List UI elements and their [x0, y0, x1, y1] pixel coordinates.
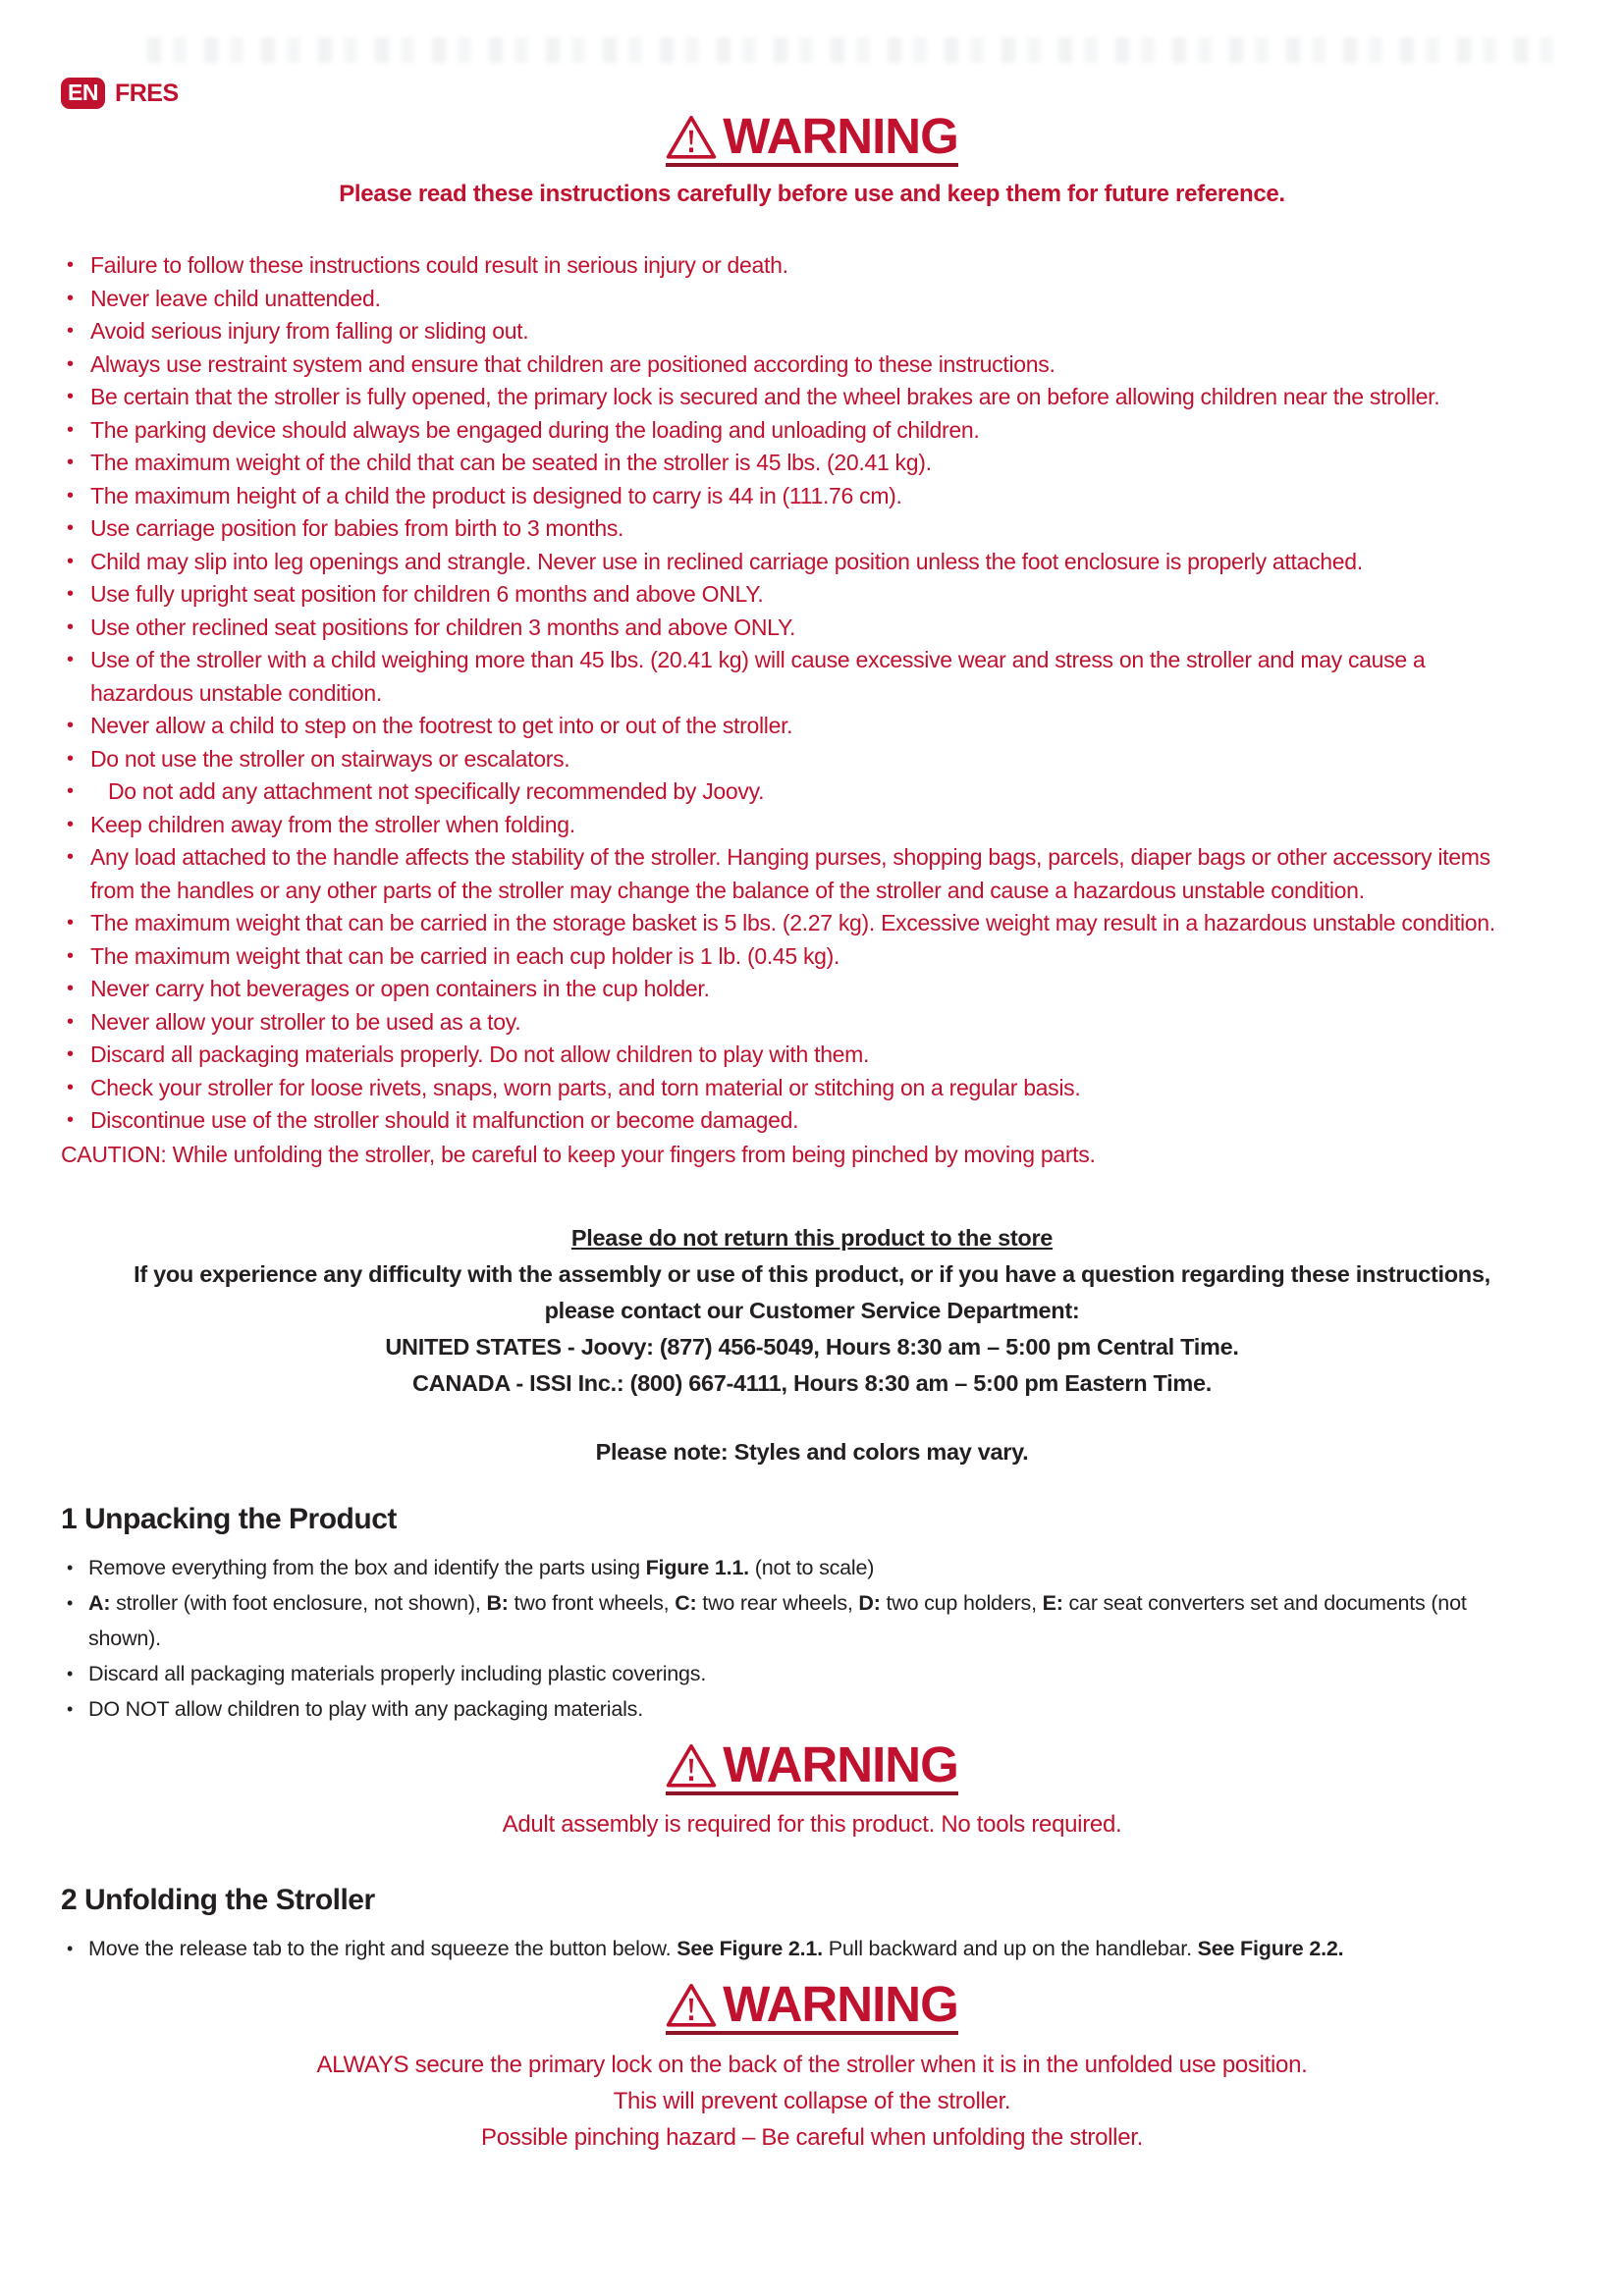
section-1-list — [61, 1550, 1526, 1727]
warning-list-item: • The maximum height of a child the product is designed to carry is 44 in (111.76 cm). — [65, 480, 1516, 513]
warning-list-item: • Use other reclined seat positions for children 3 months and above ONLY. — [65, 612, 1516, 645]
warning-list-item: • Never allow a child to step on the footrest to get into or out of the stroller. — [65, 710, 1516, 743]
adult-assembly-line: Adult assembly is required for this product. No tools required. — [502, 1811, 1122, 1838]
warning-list-item: • Never carry hot beverages or open containers in the cup holder. — [65, 973, 1516, 1006]
difficulty-line: If you experience any difficulty with the assembly or use of this product, or if you have a question regarding these instructions, please contact our Customer Service Department: — [134, 1261, 1490, 1323]
warning-list-item: • Use fully upright seat position for children 6 months and above ONLY. — [65, 578, 1516, 612]
canada-contact-line: CANADA - ISSI Inc.: (800) 667-4111, Hours 8:30 am – 5:00 pm Eastern Time. — [412, 1370, 1212, 1396]
warning-title: WARNING — [723, 1736, 958, 1793]
section-2-list — [61, 1931, 1526, 1966]
language-badge-en: EN — [61, 78, 105, 109]
language-codes-label: FRES — [114, 79, 179, 107]
warning-line: This will prevent collapse of the stroller. — [613, 2088, 1011, 2114]
list-item: • Discard all packaging materials properly including plastic coverings. — [65, 1656, 1526, 1691]
warning-line: ALWAYS secure the primary lock on the back of the stroller when it is in the unfolded use position. — [316, 2052, 1308, 2078]
warning-list-item: • Always use restraint system and ensure that children are positioned according to these instructions. — [65, 348, 1516, 382]
warning-list-item: • The maximum weight of the child that can be seated in the stroller is 45 lbs. (20.41 kg). — [65, 447, 1516, 480]
warning-list-item: • Check your stroller for loose rivets, snaps, worn parts, and torn material or stitching on a regular basis. — [65, 1072, 1516, 1105]
warning-heading-2 — [61, 1736, 1563, 1795]
warning-triangle-icon — [666, 1742, 717, 1789]
warning-list-item: • Use carriage position for babies from birth to 3 months. — [65, 512, 1516, 546]
warning-list-item: • Do not add any attachment not specifically recommended by Joovy. — [65, 775, 1516, 809]
warning-list-item: • The maximum weight that can be carried in the storage basket is 5 lbs. (2.27 kg). Excessive weight may result in a hazardous unstable condition. — [65, 907, 1516, 940]
language-row — [61, 79, 1563, 108]
us-contact-line: UNITED STATES - Joovy: (877) 456-5049, Hours 8:30 am – 5:00 pm Central Time. — [385, 1334, 1239, 1360]
warning-list-item: • Never leave child unattended. — [65, 283, 1516, 316]
warning-list-item: • Keep children away from the stroller when folding. — [65, 809, 1516, 842]
do-not-return-line: Please do not return this product to the store — [570, 1225, 1054, 1251]
warning-triangle-icon — [666, 114, 717, 160]
section-1-heading: 1 Unpacking the Product — [61, 1503, 397, 1535]
warning-line: Possible pinching hazard – Be careful when unfolding the stroller. — [481, 2124, 1143, 2151]
styles-note-line: Please note: Styles and colors may vary. — [595, 1439, 1029, 1465]
warning-list-item: • Discontinue use of the stroller should it malfunction or become damaged. — [65, 1104, 1516, 1138]
warning-list-item: • The maximum weight that can be carried in each cup holder is 1 lb. (0.45 kg). — [65, 940, 1516, 974]
warning-list-item: • The parking device should always be engaged during the loading and unloading of children. — [65, 414, 1516, 448]
warning-list-item: • Avoid serious injury from falling or sliding out. — [65, 315, 1516, 348]
list-item: • Move the release tab to the right and squeeze the button below. See Figure 2.1. Pull backward and up on the handlebar. See Figure 2.2. — [65, 1931, 1526, 1966]
warning-list-item: • Use of the stroller with a child weighing more than 45 lbs. (20.41 kg) will cause excessive wear and stress on the stroller and may cause a hazardous unstable condition. — [65, 644, 1516, 710]
warning-heading-1 — [61, 108, 1563, 167]
section-2-heading: 2 Unfolding the Stroller — [61, 1884, 375, 1916]
warning-triangle-icon — [666, 1982, 717, 2028]
warning-list-item: • Be certain that the stroller is fully opened, the primary lock is secured and the wheel brakes are on before allowing children near the stroller. — [65, 381, 1516, 414]
warning-bullet-list — [61, 249, 1516, 1138]
warning-list-item: • Any load attached to the handle affects the stability of the stroller. Hanging purses, shopping bags, parcels, diaper bags or other accessory items from the handles or any other parts of the stroller may change the balance of the stroller and cause a hazardous unstable condition. — [65, 841, 1516, 907]
warning-list-item: • Discard all packaging materials properly. Do not allow children to play with them. — [65, 1039, 1516, 1072]
warning-heading-3 — [61, 1976, 1563, 2035]
scan-bleedthrough-artifact — [147, 37, 1555, 63]
warning-list-item: • Failure to follow these instructions could result in serious injury or death. — [65, 249, 1516, 283]
list-item-continuation: • A: stroller (with foot enclosure, not shown), B: two front wheels, C: two rear wheels, D: two cup holders, E: car seat converters set and documents (not shown). — [65, 1585, 1526, 1656]
warning-list-item: • Do not use the stroller on stairways or escalators. — [65, 743, 1516, 776]
list-item: • Remove everything from the box and identify the parts using Figure 1.1. (not to scale) — [65, 1550, 1526, 1585]
list-item: • DO NOT allow children to play with any packaging materials. — [65, 1691, 1526, 1727]
warning-title: WARNING — [723, 108, 958, 165]
warning-list-item: • Never allow your stroller to be used as a toy. — [65, 1006, 1516, 1040]
caution-line: CAUTION: While unfolding the stroller, be careful to keep your fingers from being pinched by moving parts. — [61, 1141, 1096, 1167]
warning-list-item: • Child may slip into leg openings and strangle. Never use in reclined carriage position unless the foot enclosure is properly attached. — [65, 546, 1516, 579]
contact-block — [61, 1220, 1563, 1402]
unfolding-warning-lines — [61, 2047, 1563, 2156]
warning-title: WARNING — [723, 1976, 958, 2033]
warning-subtitle: Please read these instructions carefully before use and keep them for future reference. — [339, 181, 1285, 207]
